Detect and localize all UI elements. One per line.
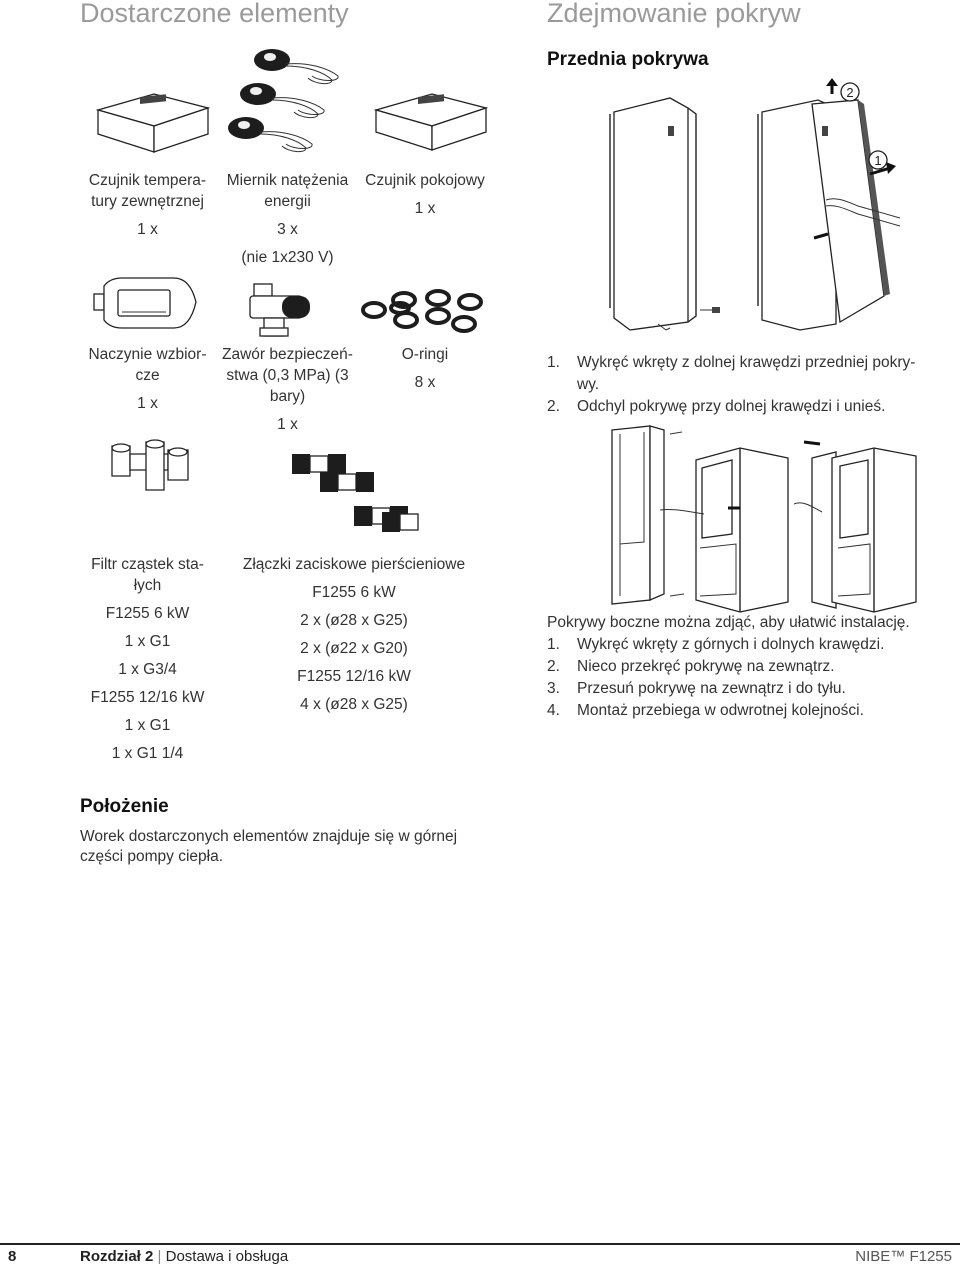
- location-heading: Położenie: [80, 796, 169, 817]
- o-rings-image: [360, 290, 490, 338]
- front-step-1: 1. Wykręć wkręty z dolnej krawędzi przedniej pokry- wy.: [547, 354, 916, 393]
- safety-valve-image: [246, 278, 326, 340]
- footer-chapter: [80, 1248, 288, 1265]
- footer-separator: |: [157, 1248, 162, 1265]
- caption-safety-valve: Zawór bezpieczeń- stwa (0,3 MPa) (3 bary) 1 x: [222, 346, 353, 433]
- callout-1: 1: [874, 153, 882, 168]
- room-sensor-image: [370, 88, 490, 158]
- energy-meter-image: [228, 42, 348, 160]
- footer-rule: [0, 1243, 960, 1245]
- front-cover-removal-image: [600, 78, 900, 338]
- page-number: 8: [8, 1248, 17, 1265]
- side-step-1: 1. Wykręć wkręty z górnych i dolnych krawędzi.: [547, 636, 885, 653]
- right-heading: Zdejmowanie pokryw: [547, 0, 801, 28]
- caption-expansion-vessel: Naczynie wzbior- cze 1 x: [88, 346, 207, 412]
- front-cover-subheading: Przednia pokrywa: [547, 49, 709, 70]
- caption-compression-fittings: Złączki zaciskowe pierścieniowe F1255 6 kW 2 x (ø28 x G25) 2 x (ø22 x G20) F1255 12/16 kW 4 x (ø28 x G25): [242, 556, 466, 713]
- side-cover-section: [547, 612, 957, 722]
- side-step-2: 2. Nieco przekręć pokrywę na zewnątrz.: [547, 658, 835, 675]
- left-heading: Dostarczone elementy: [80, 0, 349, 28]
- caption-o-rings: O-ringi 8 x: [401, 346, 449, 391]
- expansion-vessel-image: [92, 272, 202, 334]
- front-cover-steps: [547, 352, 957, 418]
- footer-product: NIBE™ F1255: [855, 1248, 952, 1265]
- compression-fittings-image: [290, 442, 430, 542]
- location-text: Worek dostarczonych elementów znajduje się w górnej części pompy ciepła.: [80, 828, 458, 865]
- front-step-2: 2. Odchyl pokrywę przy dolnej krawędzi i unieś.: [547, 398, 886, 415]
- caption-particle-filter: Filtr cząstek sta- łych F1255 6 kW 1 x G1 1 x G3/4 F1255 12/16 kW 1 x G1 1 x G1 1/4: [90, 556, 205, 762]
- caption-outdoor-sensor: Czujnik tempera- tury zewnętrznej 1 x: [88, 172, 207, 238]
- side-step-3: 3. Przesuń pokrywę na zewnątrz i do tyłu.: [547, 680, 846, 697]
- caption-room-sensor: Czujnik pokojowy 1 x: [365, 172, 485, 217]
- side-step-4: 4. Montaż przebiega w odwrotnej kolejności.: [547, 702, 864, 719]
- caption-energy-meter: Miernik natężenia energii 3 x (nie 1x230 V): [226, 172, 349, 266]
- particle-filter-image: [106, 436, 216, 498]
- callout-2: 2: [846, 85, 854, 100]
- footer-chapter-label: Rozdział 2: [80, 1248, 154, 1265]
- side-cover-intro: Pokrywy boczne można zdjąć, aby ułatwić instalację.: [547, 614, 910, 631]
- side-cover-removal-image: [600, 424, 920, 610]
- outdoor-sensor-image: [92, 88, 212, 158]
- footer-section: Dostawa i obsługa: [165, 1248, 289, 1265]
